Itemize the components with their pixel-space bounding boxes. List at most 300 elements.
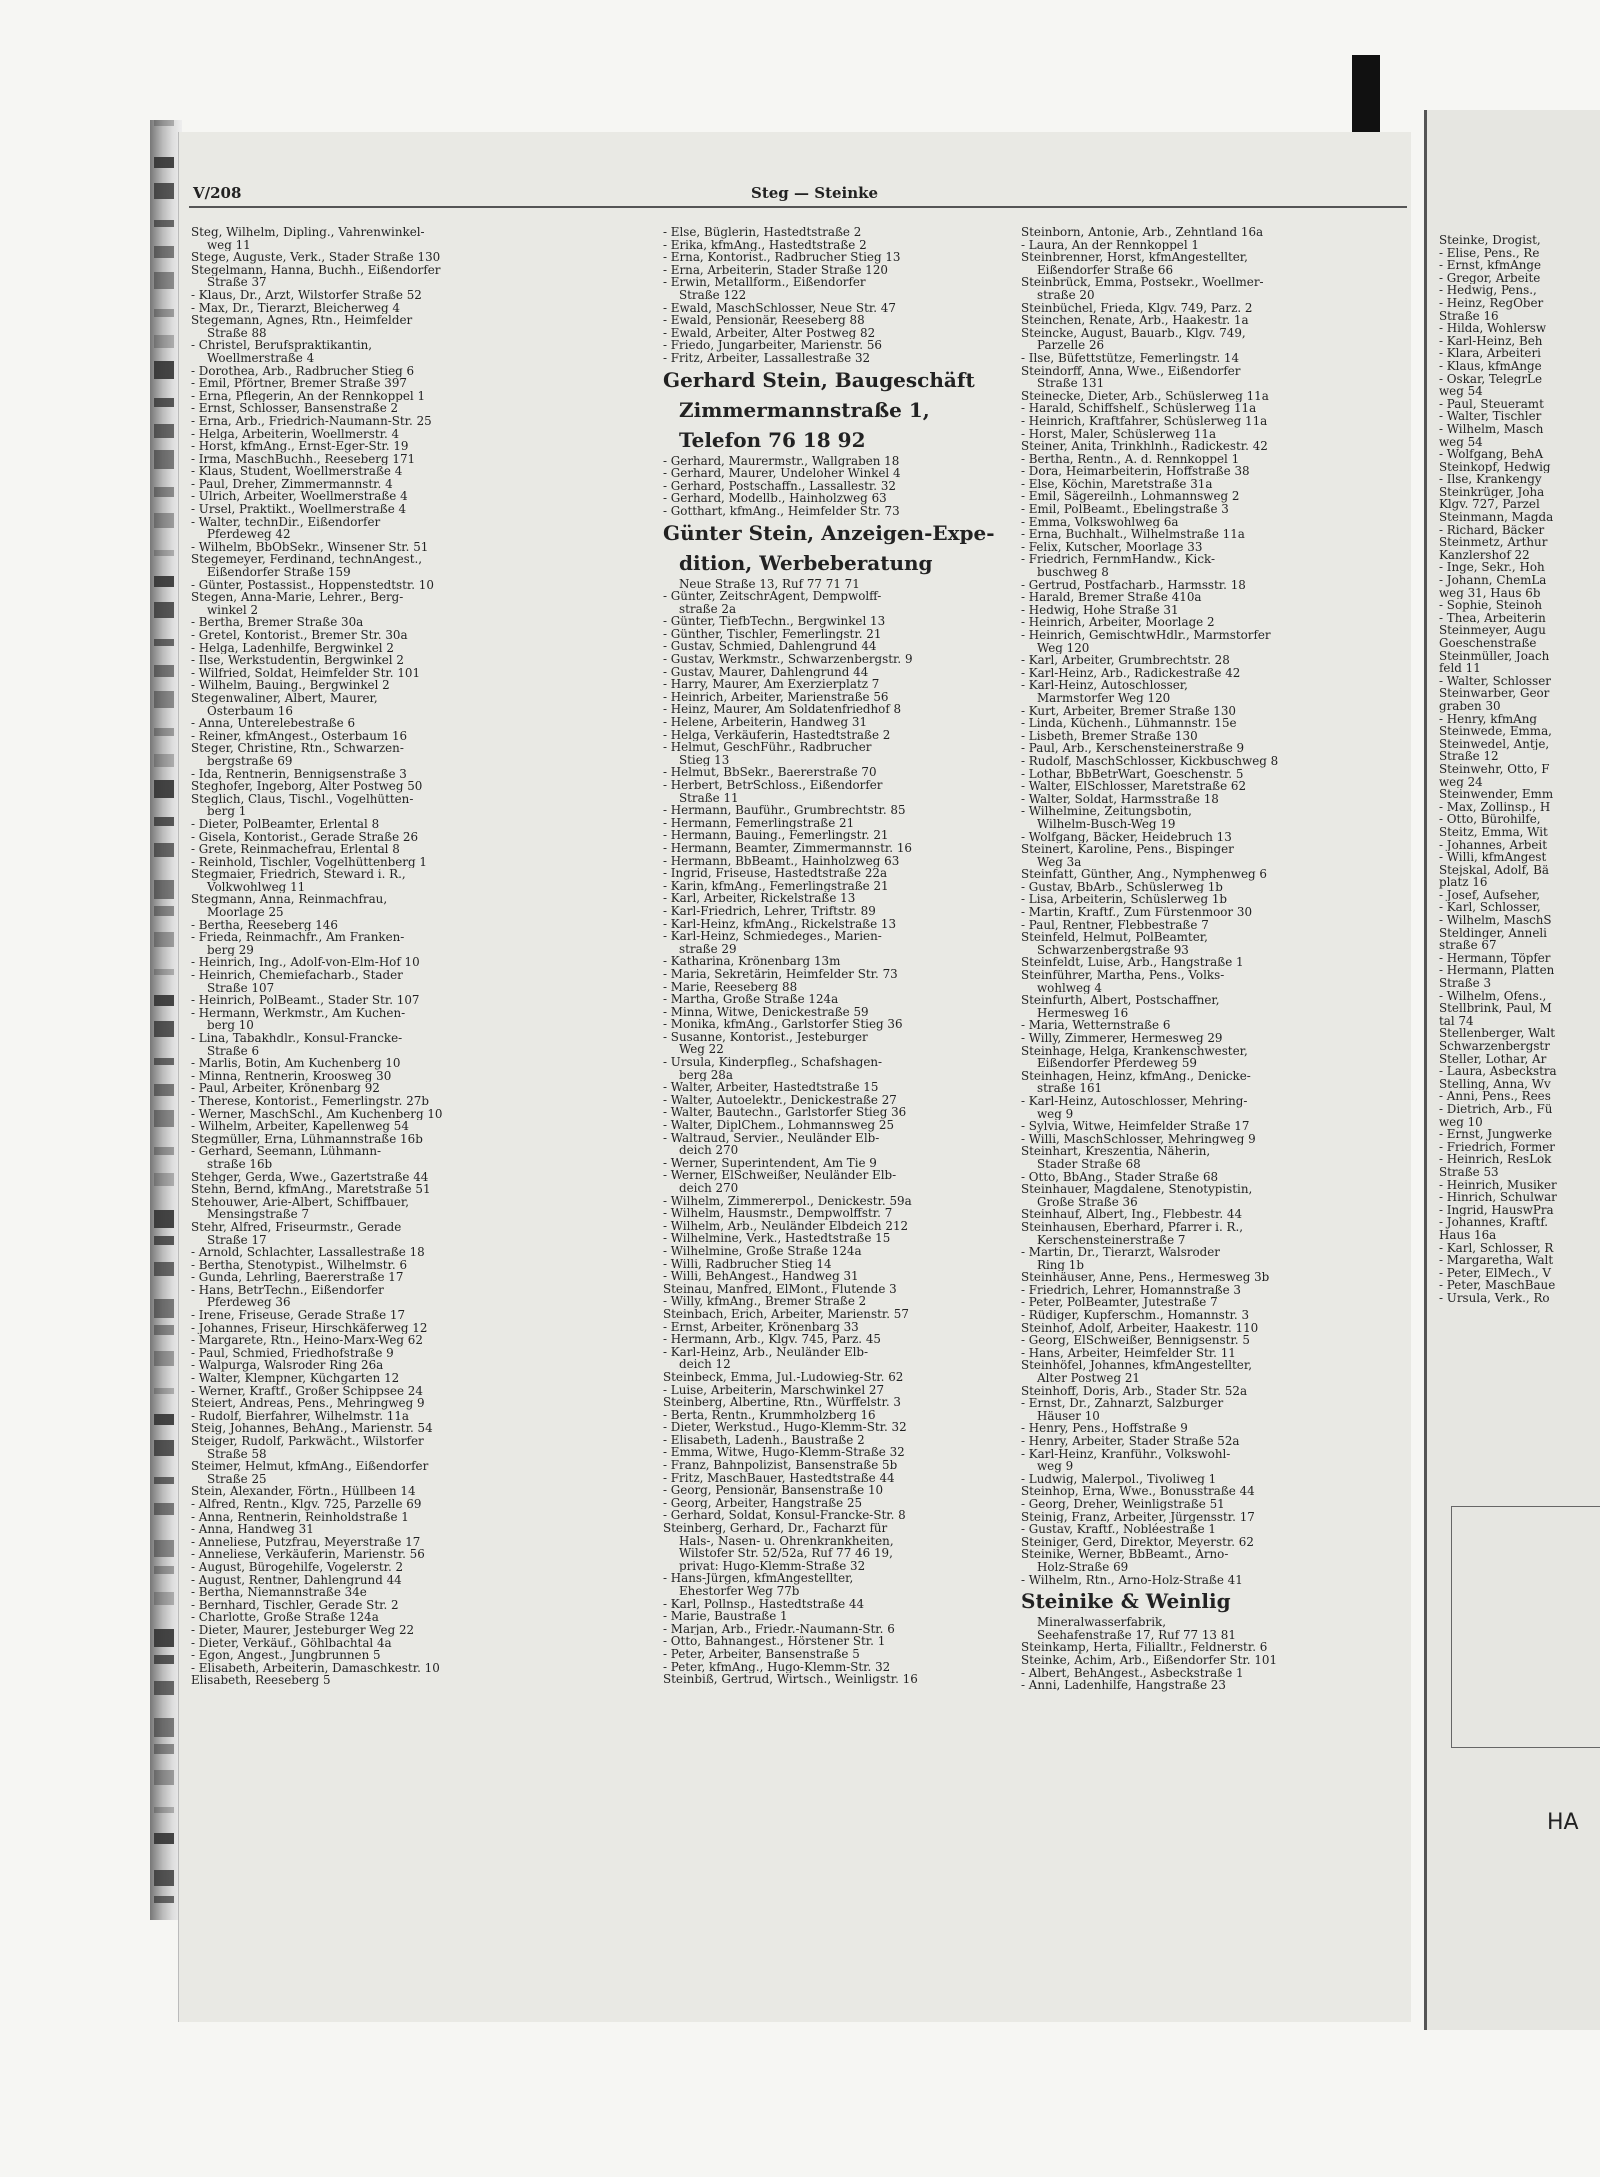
adjacent-page-column	[1439, 234, 1600, 1304]
gutter-mark	[154, 880, 174, 899]
adjacent-entry-line: - Max, Zollinsp., H	[1439, 800, 1551, 814]
adjacent-entry-line: - Walter, Tischler	[1439, 410, 1542, 423]
directory-entry-line: - Friedo, Jungarbeiter, Marienstr. 56	[663, 339, 882, 352]
directory-entry-line: - Ursel, Praktikt., Woellmerstraße 4	[191, 503, 407, 516]
adjacent-entry-line: - Anni, Pens., Rees	[1439, 1090, 1551, 1103]
gutter-mark	[154, 246, 174, 258]
directory-entry-line: - Walter, Soldat, Harmsstraße 18	[1021, 792, 1219, 806]
directory-entry-line: - Heinrich, Arbeiter, Marienstraße 56	[663, 690, 889, 704]
directory-entry-line: Pferdeweg 42	[207, 528, 291, 541]
directory-entry-line: Stegemeyer, Ferdinand, technAngest.,	[191, 553, 423, 567]
directory-entry-line: - Felix, Kutscher, Moorlage 33	[1021, 540, 1203, 554]
directory-entry-line: - Walter, DiplChem., Lohmannsweg 25	[663, 1119, 895, 1132]
gutter-mark	[154, 1325, 174, 1335]
directory-entry-line: berg 29	[207, 943, 254, 957]
directory-entry-line: - Walter, Autoelektr., Denickestraße 27	[663, 1093, 897, 1107]
directory-entry-line: - Gerhard, Maurer, Undeloher Winkel 4	[663, 467, 901, 480]
directory-entry-line: Straße 17	[207, 1233, 267, 1247]
directory-entry-line: - Emil, Pförtner, Bremer Straße 397	[191, 377, 407, 390]
adjacent-entry-line: - Ursula, Verk., Ro	[1439, 1291, 1550, 1305]
directory-entry-line: Steig, Johannes, BehAng., Marienstr. 54	[191, 1422, 433, 1435]
directory-entry-line: Stieg 13	[679, 753, 730, 767]
directory-entry-line: - Henry, Pens., Hoffstraße 9	[1021, 1422, 1188, 1435]
adjacent-entry-line: - Johannes, Kraftf.	[1439, 1216, 1549, 1229]
directory-entry-line: - Karin, kfmAng., Femerlingstraße 21	[663, 879, 889, 893]
gutter-mark	[154, 1770, 174, 1785]
directory-entry-line: Stehn, Bernd, kfmAng., Maretstraße 51	[191, 1183, 431, 1196]
directory-entry-line: - Horst, Maler, Schüslerweg 11a	[1021, 427, 1217, 441]
directory-entry-line: - Karl-Heinz, Autoschlosser,	[1021, 679, 1188, 692]
directory-entry-line: Straße 131	[1037, 377, 1105, 390]
directory-entry-line: - Bertha, Bremer Straße 30a	[191, 616, 364, 629]
advertisement-box	[1451, 1506, 1600, 1748]
directory-entry-line: - Karl-Friedrich, Lehrer, Triftstr. 89	[663, 904, 876, 918]
adjacent-entry-line: Steinwedel, Antje,	[1439, 737, 1550, 751]
adjacent-entry-line: - Josef, Aufseher,	[1439, 888, 1541, 902]
directory-entry-line: - Else, Köchin, Maretstraße 31a	[1021, 477, 1213, 491]
gutter-mark	[154, 335, 174, 348]
gutter-mark	[154, 361, 174, 379]
adjacent-entry-line: weg 24	[1439, 775, 1483, 789]
adjacent-entry-line: - Dietrich, Arb., Fü	[1439, 1102, 1553, 1116]
adjacent-entry-line: weg 54	[1439, 385, 1483, 398]
directory-entry-line: - Peter, Arbeiter, Bansenstraße 5	[663, 1647, 860, 1661]
directory-entry-line: - Gerhard, Seemann, Lühmann-	[191, 1145, 381, 1158]
adjacent-entry-line: Steller, Lothar, Ar	[1439, 1052, 1547, 1066]
advertisement-text: HA	[1547, 1810, 1579, 1835]
directory-entry-line: - Johannes, Friseur, Hirschkäferweg 12	[191, 1321, 428, 1335]
directory-entry-line: - Minna, Rentnerin, Kroosweg 30	[191, 1069, 392, 1083]
directory-entry-line: - Wilhelmine, Verk., Hastedtstraße 15	[663, 1232, 891, 1245]
gutter-mark	[154, 754, 174, 767]
adjacent-entry-line: - Margaretha, Walt	[1439, 1254, 1554, 1267]
directory-entry-line: Stegemann, Agnes, Rtn., Heimfelder	[191, 314, 413, 327]
directory-entry-line: - Martha, Große Straße 124a	[663, 993, 839, 1006]
gutter-mark	[154, 1147, 174, 1155]
gutter-mark	[154, 1110, 174, 1127]
gutter-mark	[154, 1173, 174, 1186]
directory-entry-line: straße 161	[1037, 1082, 1103, 1095]
adjacent-entry-line: Steinmann, Magda	[1439, 511, 1554, 524]
directory-entry-line: - Heinrich, GemischtwHdlr., Marmstorfer	[1021, 629, 1271, 642]
directory-entry-line: straße 29	[679, 942, 737, 956]
directory-entry-line: - Klaus, Dr., Arzt, Wilstorfer Straße 52	[191, 288, 422, 302]
gutter-mark	[154, 1440, 174, 1456]
directory-entry-line: - Ulrich, Arbeiter, Woellmerstraße 4	[191, 490, 408, 504]
directory-entry-line: - Charlotte, Große Straße 124a	[191, 1611, 379, 1624]
directory-entry-line: - Marie, Reeseberg 88	[663, 980, 798, 994]
adjacent-entry-line: - Gregor, Arbeite	[1439, 271, 1541, 285]
adjacent-entry-line: Steinkrüger, Joha	[1439, 485, 1545, 499]
directory-entry-line: - Laura, An der Rennkoppel 1	[1021, 238, 1199, 252]
directory-entry-line: Seehafenstraße 17, Ruf 77 13 81	[1037, 1628, 1236, 1642]
directory-entry-line: - Gunda, Lehrling, Baererstraße 17	[191, 1271, 404, 1284]
directory-entry-line: - Hermann, Bauing., Femerlingstr. 21	[663, 829, 889, 842]
directory-entry-line: - Berta, Rentn., Krummholzberg 16	[663, 1408, 876, 1422]
gutter-mark	[154, 932, 174, 947]
directory-entry-line: Kerschensteinerstraße 7	[1037, 1233, 1186, 1247]
directory-entry-line: - Therese, Kontorist., Femerlingstr. 27b	[191, 1094, 429, 1108]
directory-entry-line: - Martin, Kraftf., Zum Fürstenmoor 30	[1021, 906, 1253, 919]
directory-entry-line: Steinhagen, Heinz, kfmAng., Denicke-	[1021, 1069, 1251, 1083]
directory-entry-line: - Helga, Verkäuferin, Hastedtstraße 2	[663, 728, 891, 742]
adjacent-entry-line: - Wolfgang, BehA	[1439, 448, 1544, 461]
directory-entry-line: Stehouwer, Arie-Albert, Schiffbauer,	[191, 1195, 410, 1209]
directory-entry-line: - Frieda, Reinmachfr., Am Franken-	[191, 931, 405, 944]
directory-entry-line: - Maria, Sekretärin, Heimfelder Str. 73	[663, 967, 898, 981]
directory-entry-line: - Rüdiger, Kupferschm., Homannstr. 3	[1021, 1309, 1250, 1322]
directory-entry-line: - Albert, BehAngest., Asbeckstraße 1	[1021, 1666, 1244, 1680]
adjacent-entry-line: - Elise, Pens., Re	[1439, 246, 1540, 260]
adjacent-entry-line: weg 10	[1439, 1115, 1483, 1129]
directory-entry-line: - Lina, Tabakhdlr., Konsul-Francke-	[191, 1032, 403, 1045]
directory-entry-line: - Ewald, Arbeiter, Alter Postweg 82	[663, 326, 876, 340]
directory-entry-line: - Ursula, Kinderpfleg., Schafshagen-	[663, 1056, 883, 1069]
directory-entry-line: Steinbrück, Emma, Postsekr., Woellmer-	[1021, 276, 1264, 289]
directory-entry-line: - Karl-Heinz, kfmAng., Rickelstraße 13	[663, 917, 897, 931]
directory-entry-line: Moorlage 25	[207, 906, 284, 919]
gutter-mark	[154, 1084, 174, 1096]
directory-entry-line: berg 28a	[679, 1068, 733, 1082]
directory-entry-line: - Dieter, Maurer, Jesteburger Weg 22	[191, 1623, 415, 1637]
adjacent-entry-line: - Hermann, Platten	[1439, 964, 1555, 978]
adjacent-entry-line: - Laura, Asbeckstra	[1439, 1065, 1557, 1078]
directory-entry-line: - Ilse, Büfettstütze, Femerlingstr. 14	[1021, 351, 1240, 365]
directory-entry-line: - Georg, ElSchweißer, Bennigsenstr. 5	[1021, 1334, 1250, 1347]
directory-entry-line: - Dorothea, Arb., Radbrucher Stieg 6	[191, 364, 415, 378]
directory-entry-line: Steinbiß, Gertrud, Wirtsch., Weinligstr. 16	[663, 1673, 918, 1686]
directory-entry-line: weg 9	[1037, 1460, 1074, 1473]
directory-entry-line: Stehger, Gerda, Wwe., Gazertstraße 44	[191, 1170, 429, 1184]
adjacent-entry-line: Steinmüller, Joach	[1439, 649, 1550, 663]
directory-entry-line: - Karl-Heinz, Schmiedeges., Marien-	[663, 930, 882, 943]
adjacent-entry-line: - Friedrich, Former	[1439, 1140, 1555, 1154]
adjacent-entry-line: tal 74	[1439, 1014, 1474, 1028]
directory-entry-line: privat: Hugo-Klemm-Straße 32	[679, 1559, 866, 1573]
gutter-mark	[154, 817, 174, 826]
directory-entry-line: Schwarzenbergstraße 93	[1037, 943, 1189, 957]
directory-entry-line: - Fritz, MaschBauer, Hastedtstraße 44	[663, 1471, 895, 1485]
gutter-mark	[154, 1388, 174, 1394]
directory-entry-line: Steinecke, Dieter, Arb., Schüslerweg 11a	[1021, 389, 1269, 403]
directory-entry-line: Stegen, Anna-Marie, Lehrer., Berg-	[191, 591, 404, 604]
adjacent-entry-line: Straße 53	[1439, 1165, 1499, 1179]
directory-entry-line: Große Straße 36	[1037, 1195, 1138, 1209]
gutter-mark	[154, 995, 174, 1006]
gutter-mark	[154, 1833, 174, 1844]
gutter-mark	[154, 576, 174, 587]
page-number: V/208	[193, 184, 242, 202]
adjacent-entry-line: - Ilse, Krankengy	[1439, 473, 1542, 486]
directory-entry-line: - Anneliese, Putzfrau, Meyerstraße 17	[191, 1535, 421, 1549]
directory-entry-line: straße 2a	[679, 602, 737, 616]
adjacent-entry-line: - Henry, kfmAng	[1439, 712, 1537, 726]
directory-entry-line: - Helmut, BbSekr., Baererstraße 70	[663, 766, 877, 779]
directory-entry-line: Marmstorfer Weg 120	[1037, 691, 1171, 705]
gutter-mark	[154, 665, 174, 677]
directory-entry-line: Steinbach, Erich, Arbeiter, Marienstr. 57	[663, 1307, 909, 1321]
column-1	[191, 226, 581, 1687]
gutter-mark	[154, 1655, 174, 1664]
directory-entry-line: - Willy, kfmAng., Bremer Straße 2	[663, 1295, 867, 1308]
directory-entry-line: - Karl, Arbeiter, Grumbrechtstr. 28	[1021, 654, 1230, 667]
directory-entry-line: - Harald, Schiffshelf., Schüslerweg 11a	[1021, 402, 1257, 415]
gutter-mark	[154, 780, 174, 798]
adjacent-entry-line: - Karl, Schlosser, R	[1439, 1241, 1554, 1255]
directory-entry-line: - Wilhelm, Hausmstr., Dempwolffstr. 7	[663, 1207, 893, 1220]
directory-entry-line: - Wilhelm, Bauing., Bergwinkel 2	[191, 679, 390, 692]
adjacent-entry-line: - Hilda, Wohlersw	[1439, 322, 1547, 335]
directory-entry-line: Steindorff, Anna, Wwe., Eißendorfer	[1021, 364, 1241, 378]
directory-entry-line: - Hermann, Werkmstr., Am Kuchen-	[191, 1006, 406, 1020]
directory-entry-line: - Waltraud, Servier., Neuländer Elb-	[663, 1131, 880, 1145]
directory-entry-line: Weg 120	[1037, 641, 1090, 655]
directory-entry-line: Hals-, Nasen- u. Ohrenkrankheiten,	[679, 1534, 894, 1548]
directory-entry-line: Steiert, Andreas, Pens., Mehringweg 9	[191, 1397, 425, 1410]
running-title: Steg — Steinke	[751, 184, 879, 202]
column-3	[1021, 226, 1411, 1692]
directory-entry-line: - Christel, Berufspraktikantin,	[191, 339, 373, 352]
directory-entry-line: Neue Straße 13, Ruf 77 71 71	[679, 577, 860, 591]
gutter-mark	[154, 450, 174, 469]
directory-entry-line: Weg 3a	[1037, 855, 1082, 869]
adjacent-page	[1424, 110, 1600, 2030]
directory-entry-line: weg 9	[1037, 1107, 1074, 1121]
directory-entry-line: - Georg, Dreher, Weinligstraße 51	[1021, 1497, 1225, 1511]
directory-entry-line: Straße 25	[207, 1472, 267, 1486]
directory-entry-line: Eißendorfer Straße 159	[207, 566, 351, 579]
directory-entry-line: - Klaus, Student, Woellmerstraße 4	[191, 465, 403, 478]
directory-entry-line: - Henry, Arbeiter, Stader Straße 52a	[1021, 1435, 1240, 1448]
directory-entry-line: - Gustav, Werkmstr., Schwarzenbergstr. 9	[663, 653, 913, 666]
directory-entry-line: Steinhop, Erna, Wwe., Bonusstraße 44	[1021, 1485, 1255, 1498]
adjacent-entry-line: Steinmeyer, Augu	[1439, 624, 1546, 637]
directory-entry-line: - Paul, Dreher, Zimmermannstr. 4	[191, 477, 393, 491]
directory-entry-line: Steinhart, Kreszentia, Näherin,	[1021, 1145, 1211, 1158]
directory-entry-line: - Ernst, Schlosser, Bansenstraße 2	[191, 402, 399, 415]
directory-entry-line: Steinhöfel, Johannes, kfmAngestellter,	[1021, 1359, 1252, 1373]
directory-entry-line: Stegmann, Anna, Reinmachfrau,	[191, 893, 388, 907]
directory-entry-line: - Karl-Heinz, Kranführ., Volkswohl-	[1021, 1447, 1231, 1461]
adjacent-entry-line: weg 31, Haus 6b	[1439, 586, 1541, 600]
directory-entry-line: - Marlis, Botin, Am Kuchenberg 10	[191, 1057, 401, 1070]
directory-entry-line: - Wilfried, Soldat, Heimfelder Str. 101	[191, 666, 421, 680]
directory-entry-line: - Grete, Reinmachefrau, Erlental 8	[191, 843, 400, 856]
directory-entry-line: Mensingstraße 7	[207, 1208, 310, 1221]
adjacent-entry-line: - Karl-Heinz, Beh	[1439, 334, 1543, 348]
directory-entry-line: Steinig, Franz, Arbeiter, Jürgensstr. 17	[1021, 1510, 1255, 1524]
directory-entry-line: - Ernst, Arbeiter, Krönenbarg 33	[663, 1320, 859, 1334]
directory-entry-line: - Günter, TiefbTechn., Bergwinkel 13	[663, 615, 886, 628]
directory-entry-line: Steglich, Claus, Tischl., Vogelhütten-	[191, 792, 414, 806]
directory-entry-line: - Harald, Bremer Straße 410a	[1021, 591, 1202, 604]
gutter-mark	[154, 1870, 174, 1886]
directory-entry-line: - Willi, BehAngest., Handweg 31	[663, 1270, 859, 1283]
adjacent-entry-line: Steldinger, Anneli	[1439, 926, 1547, 940]
directory-entry-line: - August, Rentner, Dahlengrund 44	[191, 1573, 402, 1587]
directory-entry-line: - Egon, Angest., Jungbrunnen 5	[191, 1649, 381, 1662]
directory-entry-line: Steinike, Werner, BbBeamt., Arno-	[1021, 1548, 1229, 1561]
directory-entry-line: - Max, Dr., Tierarzt, Bleicherweg 4	[191, 301, 400, 315]
directory-entry-line: - Erna, Buchhalt., Wilhelmstraße 11a	[1021, 528, 1245, 541]
adjacent-entry-line: weg 54	[1439, 435, 1483, 449]
gutter-mark	[154, 220, 174, 227]
adjacent-entry-line: - Hermann, Töpfer	[1439, 951, 1551, 965]
directory-entry-line: - Emil, PolBeamt., Ebelingstraße 3	[1021, 503, 1229, 516]
directory-entry-line: - Helga, Arbeiterin, Woellmerstr. 4	[191, 427, 400, 441]
adjacent-entry-line: - Walter, Schlosser	[1439, 674, 1551, 688]
column-2	[663, 226, 1053, 1686]
directory-entry-line: - Reiner, kfmAngest., Osterbaum 16	[191, 729, 408, 743]
directory-entry-line: - Karl, Pollnsp., Hastedtstraße 44	[663, 1597, 865, 1611]
directory-entry-line: bergstraße 69	[207, 754, 293, 768]
directory-entry-line: - Gustav, Schmied, Dahlengrund 44	[663, 640, 877, 654]
directory-entry-line: - Bernhard, Tischler, Gerade Str. 2	[191, 1598, 399, 1612]
directory-entry-line: - Karl-Heinz, Arb., Neuländer Elb-	[663, 1345, 869, 1359]
directory-entry-line: - Monika, kfmAng., Garlstorfer Stieg 36	[663, 1018, 903, 1031]
gutter-mark	[154, 1414, 174, 1425]
gutter-mark	[154, 398, 174, 407]
directory-entry-line: - Willy, Zimmerer, Hermesweg 29	[1021, 1032, 1223, 1045]
directory-entry-line: Steincke, August, Bauarb., Klgv. 749,	[1021, 326, 1246, 340]
directory-entry-line: - Hermann, Femerlingstraße 21	[663, 816, 855, 830]
directory-entry-line: winkel 2	[207, 603, 259, 617]
directory-entry-line: - Peter, PolBeamter, Jutestraße 7	[1021, 1296, 1218, 1310]
directory-entry-line: - Susanne, Kontorist., Jesteburger	[663, 1030, 868, 1044]
directory-entry-line: - Walter, Bautechn., Garlstorfer Stieg 36	[663, 1106, 907, 1120]
directory-entry-line: Alter Postweg 21	[1037, 1372, 1140, 1385]
directory-entry-line: - Ida, Rentnerin, Bennigsenstraße 3	[191, 767, 407, 781]
directory-entry-line: - Werner, Superintendent, Am Tie 9	[663, 1156, 877, 1170]
directory-entry-line: - Walter, Arbeiter, Hastedtstraße 15	[663, 1081, 879, 1094]
directory-entry-line: - Günter, ZeitschrAgent, Dempwolff-	[663, 590, 882, 603]
adjacent-entry-line: feld 11	[1439, 662, 1481, 675]
advertisement-entry: Günter Stein, Anzeigen-Expe-	[663, 520, 995, 545]
directory-entry-line: - Anneliese, Verkäuferin, Marienstr. 56	[191, 1548, 425, 1561]
adjacent-entry-line: - Otto, Bürohilfe,	[1439, 813, 1541, 826]
directory-entry-line: - Hedwig, Hohe Straße 31	[1021, 603, 1179, 617]
adjacent-entry-line: Steitz, Emma, Wit	[1439, 825, 1548, 839]
adjacent-entry-line: Steinke, Drogist,	[1439, 234, 1541, 247]
gutter-mark	[154, 1566, 174, 1574]
directory-entry-line: - Heinz, Maurer, Am Soldatenfriedhof 8	[663, 703, 902, 717]
directory-entry-line: - Bertha, Stenotypist., Wilhelmstr. 6	[191, 1258, 408, 1272]
gutter-mark	[154, 513, 174, 528]
directory-entry-line: Ring 1b	[1037, 1258, 1084, 1272]
directory-entry-line: Ehestorfer Weg 77b	[679, 1585, 800, 1598]
adjacent-entry-line: graben 30	[1439, 699, 1501, 713]
directory-entry-line: - Hans, Arbeiter, Heimfelder Str. 11	[1021, 1346, 1236, 1360]
directory-entry-line: Wilhelm-Busch-Weg 19	[1037, 817, 1176, 831]
directory-entry-line: - Hermann, BbBeamt., Hainholzweg 63	[663, 854, 900, 868]
directory-entry-line: berg 10	[207, 1019, 254, 1032]
adjacent-entry-line: - Paul, Steueramt	[1439, 397, 1544, 411]
directory-entry-line: - Emma, Volkswohlweg 6a	[1021, 515, 1179, 529]
directory-entry-line: - Harry, Maurer, Am Exerzierplatz 7	[663, 678, 880, 691]
gutter-mark	[154, 120, 174, 126]
gutter-mark	[154, 1262, 174, 1276]
directory-entry-line: - Dieter, PolBeamter, Erlental 8	[191, 817, 380, 831]
directory-entry-line: - Paul, Arbeiter, Krönenbarg 92	[191, 1082, 380, 1095]
adjacent-entry-line: - Peter, ElMech., V	[1439, 1266, 1551, 1280]
directory-entry-line: - Otto, BbAng., Stader Straße 68	[1021, 1170, 1219, 1184]
directory-entry-line: buschweg 8	[1037, 566, 1109, 579]
gutter-mark	[154, 157, 174, 168]
directory-entry-line: - Heinrich, Kraftfahrer, Schüslerweg 11a	[1021, 414, 1268, 428]
adjacent-entry-line: Klgv. 727, Parzel	[1439, 498, 1540, 512]
directory-entry-line: - Lothar, BbBetrWart, Goeschenstr. 5	[1021, 767, 1244, 781]
adjacent-entry-line: Steinmetz, Arthur	[1439, 536, 1548, 549]
adjacent-entry-line: Steinwehr, Otto, F	[1439, 762, 1550, 776]
directory-entry-line: - Helga, Ladenhilfe, Bergwinkel 2	[191, 641, 394, 655]
directory-entry-line: - Erika, kfmAng., Hastedtstraße 2	[663, 238, 867, 252]
directory-entry-line: - Gertrud, Postfacharb., Harmsstr. 18	[1021, 578, 1246, 592]
directory-entry-line: - Otto, Bahnangest., Hörstener Str. 1	[663, 1635, 886, 1648]
directory-entry-line: - Anna, Handweg 31	[191, 1523, 314, 1536]
directory-entry-line: - Wilhelmine, Große Straße 124a	[663, 1244, 862, 1258]
adjacent-entry-line: - Wilhelm, Ofens.,	[1439, 989, 1547, 1003]
directory-entry-line: - Friedrich, FernmHandw., Kick-	[1021, 553, 1215, 567]
directory-entry-line: Holz-Straße 69	[1037, 1560, 1129, 1574]
directory-entry-line: Straße 122	[679, 288, 747, 302]
directory-entry-line: wohlweg 4	[1037, 981, 1102, 995]
adjacent-entry-line: Goeschenstraße	[1439, 637, 1537, 650]
directory-entry-line: Steinhausen, Eberhard, Pfarrer i. R.,	[1021, 1220, 1244, 1234]
adjacent-entry-line: Schwarzenbergstr	[1439, 1040, 1550, 1053]
directory-entry-line: - Werner, MaschSchl., Am Kuchenberg 10	[191, 1107, 443, 1121]
directory-entry-line: Steinberg, Gerhard, Dr., Facharzt für	[663, 1522, 888, 1535]
gutter-mark	[154, 602, 174, 618]
directory-entry-line: - Paul, Schmied, Friedhofstraße 9	[191, 1346, 394, 1360]
directory-entry-line: Steinau, Manfred, ElMont., Flutende 3	[663, 1282, 897, 1296]
directory-entry-line: - Gotthart, kfmAng., Heimfelder Str. 73	[663, 504, 900, 518]
gutter-mark	[154, 424, 174, 438]
directory-entry-line: Steinführer, Martha, Pens., Volks-	[1021, 969, 1225, 982]
directory-entry-line: - Dieter, Verkäuf., Göhlbachtal 4a	[191, 1636, 392, 1650]
directory-entry-line: Pferdeweg 36	[207, 1296, 291, 1310]
directory-entry-line: - Elisabeth, Arbeiterin, Damaschkestr. 10	[191, 1661, 440, 1675]
directory-entry-line: Steinborn, Antonie, Arb., Zehntland 16a	[1021, 226, 1264, 239]
directory-entry-line: - Gustav, Maurer, Dahlengrund 44	[663, 665, 869, 679]
directory-entry-line: Stegenwaliner, Albert, Maurer,	[191, 691, 378, 705]
adjacent-entry-line: - Oskar, TelegrLe	[1439, 372, 1542, 386]
adjacent-entry-line: - Richard, Bäcker	[1439, 523, 1545, 537]
advertisement-entry: Zimmermannstraße 1,	[679, 397, 930, 422]
directory-entry-line: - Hermann, Beamter, Zimmermannstr. 16	[663, 841, 912, 855]
directory-entry-line: Stege, Auguste, Verk., Stader Straße 130	[191, 251, 441, 264]
directory-entry-line: - Wilhelm, Arbeiter, Kapellenweg 54	[191, 1120, 409, 1133]
adjacent-entry-line: Stelling, Anna, Wv	[1439, 1077, 1551, 1091]
adjacent-entry-line: Straße 16	[1439, 309, 1499, 323]
directory-entry-line: - Rudolf, Bierfahrer, Wilhelmstr. 11a	[191, 1409, 410, 1423]
directory-entry-line: - Sylvia, Witwe, Heimfelder Straße 17	[1021, 1120, 1250, 1133]
gutter-mark	[154, 1718, 174, 1737]
directory-entry-line: Stegmüller, Erna, Lühmannstraße 16b	[191, 1132, 423, 1146]
directory-entry-line: - Willi, Radbrucher Stieg 14	[663, 1257, 832, 1271]
advertisement-entry: Steinike & Weinlig	[1021, 1589, 1231, 1614]
directory-entry-line: - Dieter, Werkstud., Hugo-Klemm-Str. 32	[663, 1421, 907, 1434]
directory-entry-line: - Helmut, GeschFühr., Radbrucher	[663, 741, 872, 754]
directory-entry-line: Steinchen, Renate, Arb., Haakestr. 1a	[1021, 314, 1249, 327]
gutter-mark	[154, 1896, 174, 1903]
gutter-mark	[154, 691, 174, 708]
directory-entry-line: - Gustav, Kraftf., Nobléestraße 1	[1021, 1523, 1216, 1536]
directory-entry-line: - Erna, Pflegerin, An der Rennkoppel 1	[191, 389, 426, 403]
directory-entry-line: - Lisbeth, Bremer Straße 130	[1021, 729, 1198, 743]
directory-entry-line: Steinbüchel, Frieda, Klgv. 749, Parz. 2	[1021, 301, 1253, 315]
directory-entry-line: - Heinrich, Chemiefacharb., Stader	[191, 969, 403, 982]
advertisement-entry: Telefon 76 18 92	[679, 427, 866, 452]
